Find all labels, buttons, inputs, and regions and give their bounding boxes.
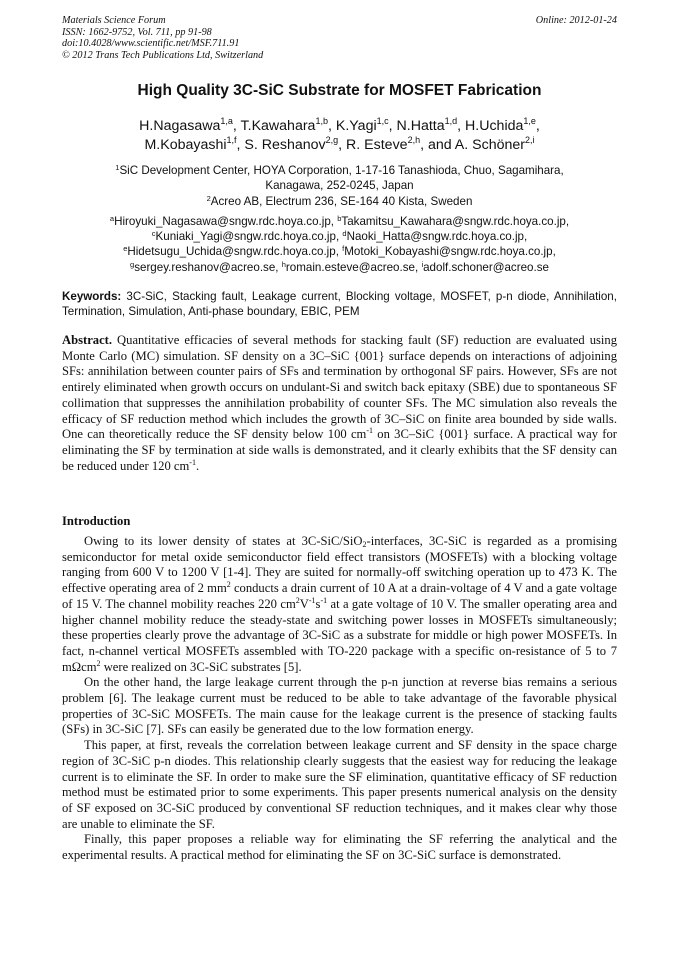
paragraph: Finally, this paper proposes a reliable way for eliminating the SF referring the analytical and the experimental results. A practical method for eliminating the SF on 3C-SiC surface is demonstrated. (62, 832, 617, 863)
email-link[interactable]: $^g$sergey.reshanov@acreo.se, (130, 259, 279, 274)
issn-line: ISSN: 1662-9752, Vol. 711, pp 91-98 (62, 26, 212, 38)
email-list (62, 214, 617, 275)
abstract: Abstract. Quantitative efficacies of several methods for stacking fault (SF) reduction are evaluated using Monte Carlo (MC) simulation. SF density on a 3C–SiC {001} surface depends on interactions of adjoining SFs: annihilation between counter pairs of SFs and termination by orthogonal SF pairs. However, SFs are not entirely eliminated when growth occurs on undulant-Si and switch back epitaxy (SBE) due to spontaneous SF collimation that suppresses the annihilation probability of counter SFs. The MC simulation also reveals the efficacy of SF reduction method which includes the growth of 3C–SiC on finite area bounded by side walls. One can theoretically reduce the SF density below 100 $cm^{-1}$ on 3C–SiC {001} surface. A practical way for eliminating the SF by termination at side walls is demonstrated, and it clearly exhibits that the SF density can be reduced under 120 $cm^{-1}$. (62, 333, 617, 473)
paragraph: This paper, at first, reveals the correlation between leakage current and SF density in the space charge region of 3C-SiC p-n diodes. This relationship clearly suggests that the easiest way for reducing the leakage current is to eliminate the SF. In order to make sure the SF elimination, quantitative efficacy of SF reduction method must be estimated prior to some experiments. This paper presents numerical analysis on the density of SF exposed on 3C-SiC produced by conventional SF reduction techniques, and it makes clear why those are unable to eliminate the SF. (62, 738, 617, 831)
author: A. Schöner$^{2,i}$ (454, 135, 535, 153)
online-date: Online: 2012-01-24 (535, 15, 617, 26)
introduction-body (62, 534, 617, 864)
journal-name: Materials Science Forum (62, 15, 166, 26)
email-link[interactable]: $^c$Kuniaki_Yagi@sngw.rdc.hoya.co.jp, (151, 229, 340, 244)
keywords-text: 3C-SiC, Stacking fault, Leakage current, Blocking voltage, MOSFET, p-n diode, Annihilation, Termination, Simulation, Anti-phase boundary, EBIC, PEM (62, 290, 617, 319)
author: R. Esteve$^{2,h}$, and (346, 135, 455, 153)
journal-header (62, 15, 617, 61)
paper-title: High Quality 3C-SiC Substrate for MOSFET Fabrication (137, 82, 542, 99)
keywords (62, 289, 617, 319)
email-link[interactable]: $^e$Hidetsugu_Uchida@sngw.rdc.hoya.co.jp, (123, 244, 339, 259)
affiliation-1: $^1$SiC Development Center, HOYA Corporation, 1-17-16 Tanashioda, Chuo, Sagamihara, Kanagawa, 252-0245, Japan (115, 163, 564, 192)
email-link[interactable]: $^b$Takamitsu_Kawahara@sngw.rdc.hoya.co.jp, (337, 214, 570, 228)
author: N.Hatta$^{1,d}$, (396, 116, 466, 134)
copyright-line: © 2012 Trans Tech Publications Ltd, Switzerland (62, 49, 264, 61)
author: K.Yagi$^{1,c}$, (335, 116, 397, 134)
doi-line: doi:10.4028/www.scientific.net/MSF.711.91 (62, 38, 240, 50)
keywords-label: Keywords: (62, 290, 122, 303)
email-link[interactable]: $^i$adolf.schoner@acreo.se (421, 259, 549, 274)
paragraph: On the other hand, the large leakage current through the p-n junction at reverse bias remains a serious problem [6]. The leakage current must be reduced to be able to take advantage of the favorable physical properties of 3C-SiC MOSFETs. The main cause for the leakage current is the presence of stacking faults (SFs) in 3C-SiC [7]. SFs can easily be generated due to the low formation energy. (62, 675, 617, 737)
author: T.Kawahara$^{1,b}$, (240, 116, 336, 134)
affiliation-2: $^2$Acreo AB, Electrum 236, SE-164 40 Kista, Sweden (206, 194, 473, 208)
author: M.Kobayashi$^{1,f}$, (144, 135, 245, 153)
author: H.Nagasawa$^{1,a}$, (139, 116, 241, 134)
abstract-label: Abstract. (62, 333, 113, 347)
email-link[interactable]: $^f$Motoki_Kobayashi@sngw.rdc.hoya.co.jp, (342, 244, 556, 259)
author: H.Uchida$^{1,e}$, (465, 116, 540, 134)
paragraph: Owing to its lower density of states at 3C-SiC/SiO$_2$-interfaces, 3C-SiC is regarded as a promising semiconductor for metal oxide semiconductor field effect transistors (MOSFETs) with a blocking voltage ranging from 600 V to 1200 V [1-4]. They are suited for normally-off switching operation up to 473 K. The effective operating area of 2 $mm^2$ conducts a drain current of 10 A at a drain-voltage of 4 V and a gate voltage of 15 V. The channel mobility reaches 220 $cm^2V^{-1}s^{-1}$ at a gate voltage of 10 V. The smaller operating area and higher channel mobility reduce the steady-state and switching power losses in MOSFETs simultaneously; these properties clearly prove the advantage of 3C-SiC as a substrate for middle or high power MOSFETs. In fact, n-channel vertical MOSFETs assembled with TO-220 package with a specific on-resistance of 5 to 7 mΩcm$^2$ were realized on 3C-SiC substrates [5]. (62, 534, 617, 674)
email-link[interactable]: $^h$romain.esteve@acreo.se, (281, 259, 419, 274)
author: S. Reshanov$^{2,g}$, (244, 135, 347, 153)
email-link[interactable]: $^d$Naoki_Hatta@sngw.rdc.hoya.co.jp, (342, 229, 528, 244)
section-heading: Introduction (62, 514, 131, 528)
author-list (62, 117, 617, 155)
email-link[interactable]: $^a$Hiroyuki_Nagasawa@sngw.rdc.hoya.co.jp, (109, 214, 334, 228)
